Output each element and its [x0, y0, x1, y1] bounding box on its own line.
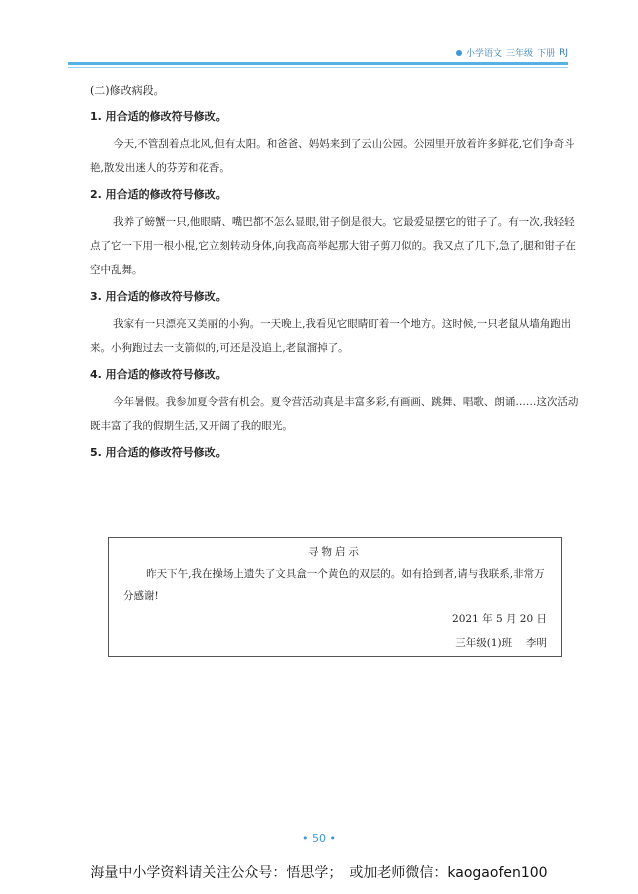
bullet-dot-icon [456, 50, 462, 56]
header-tag [456, 46, 568, 59]
question-4-label: 4. 用合适的修改符号修改。 [90, 368, 227, 381]
question-2-text: 我养了螃蟹一只,他眼睛、嘴巴都不怎么显眼,钳子倒是很大。它最爱显摆它的钳子了。有一次,我轻轻点了它一下用一根小棍,它立刻转动身体,向我高高举起那大钳子剪刀似的。我又点了几下,急了,腿和钳子在空中乱舞。 [90, 216, 576, 276]
header-rule [68, 62, 568, 65]
section-title: (二)修改病段。 [90, 84, 165, 97]
question-3-label: 3. 用合适的修改符号修改。 [90, 290, 227, 303]
question-1-text: 今天,不管刮着点北风,但有太阳。和爸爸、妈妈来到了云山公园。公园里开放着许多鲜花,它们争奇斗艳,散发出迷人的芬芳和花香。 [90, 138, 575, 174]
notice-body: 昨天下午,我在操场上遗失了文具盒一个黄色的双层的。如有拾到者,请与我联系,非常万分感谢! [123, 568, 545, 602]
header-rule-thin [68, 67, 568, 68]
question-5-label: 5. 用合适的修改符号修改。 [90, 446, 227, 459]
page-number: • 50 • [302, 832, 336, 845]
header-grade: 三年级 [506, 49, 534, 59]
exercise-content [90, 78, 580, 468]
question-1-label: 1. 用合适的修改符号修改。 [90, 110, 227, 123]
header-volume: 下册 [537, 49, 556, 59]
question-3-text: 我家有一只漂亮又美丽的小狗。一天晚上,我看见它眼睛盯着一个地方。这时候,一只老鼠从墙角跑出来。小狗跑过去一支箭似的,可还是没追上,老鼠溜掉了。 [90, 318, 572, 354]
notice-date: 2021 年 5 月 20 日 [452, 613, 547, 625]
header-edition: RJ [559, 47, 568, 58]
question-4-text: 今年暑假。我参加夏令营有机会。夏令营活动真是丰富多彩,有画画、跳舞、唱歌、朗诵……这次活动既丰富了我的假期生活,又开阔了我的眼光。 [90, 396, 579, 432]
notice-signature: 三年级(1)班 李明 [455, 637, 547, 649]
lost-item-notice [108, 537, 562, 657]
header-subject: 小学语文 [466, 49, 503, 59]
page-header [0, 46, 638, 70]
question-2-label: 2. 用合适的修改符号修改。 [90, 188, 227, 201]
notice-title: 寻物启示 [308, 546, 362, 558]
footer-promo: 海量中小学资料请关注公众号：悟思学； 或加老师微信：kaogaofen100 [90, 865, 548, 881]
